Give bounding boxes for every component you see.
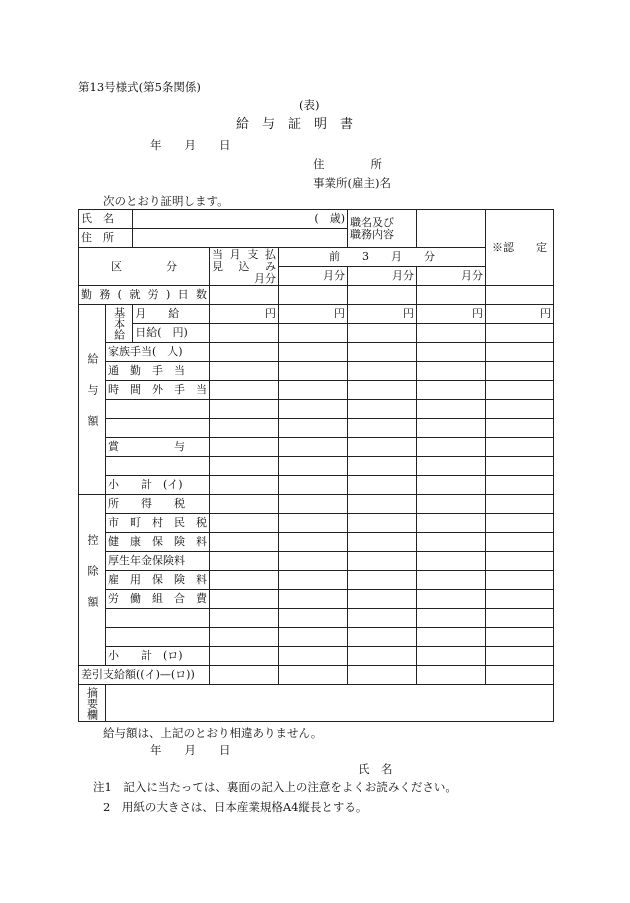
shichoson-label: 市 町 村 民 税 xyxy=(106,514,210,533)
statement: 給与額は、上記のとおり相違ありません。 xyxy=(103,726,323,740)
yen-unit: 円 xyxy=(348,305,417,324)
blank-row[interactable] xyxy=(106,457,210,476)
kojo-group-label: 控除額 xyxy=(79,495,106,666)
jikangai-label: 時 間 外 手 当 xyxy=(106,381,210,400)
kubun-label: 区 分 xyxy=(79,248,210,286)
footer-date: 年 月 日 xyxy=(150,743,231,757)
prev-month-2: 月分 xyxy=(348,267,417,286)
kihonkyu-label: 基本給 xyxy=(106,305,133,343)
salary-certificate-table xyxy=(78,209,554,722)
kyuyo-group-label: 給与額 xyxy=(79,305,106,495)
note-2: 2 用紙の大きさは、日本産業規格A4縦長とする。 xyxy=(103,800,368,814)
job-label: 職名及び 職務内容 xyxy=(348,210,417,248)
address-label: 住 所 xyxy=(313,157,382,171)
prev-month-3: 月分 xyxy=(417,267,486,286)
address-field[interactable] xyxy=(133,229,348,248)
work-days-label: 勤務(就労)日数 xyxy=(79,286,210,305)
shoyo-label: 賞 与 xyxy=(106,438,210,457)
yen-unit: 円 xyxy=(486,305,554,324)
yen-unit: 円 xyxy=(417,305,486,324)
tekiyo-label: 摘要欄 xyxy=(79,685,106,722)
job-field[interactable] xyxy=(417,210,486,248)
prev-month-1: 月分 xyxy=(279,267,348,286)
employer-label: 事業所(雇主)名 xyxy=(313,176,391,190)
koyo-label: 雇 用 保 険 料 xyxy=(106,571,210,590)
name-label: 氏 名 xyxy=(79,210,133,229)
certify-text: 次のとおり証明します。 xyxy=(103,194,229,208)
kosei-label: 厚生年金保険料 xyxy=(106,552,210,571)
front-side-label: (表) xyxy=(299,98,320,112)
document-title: 給 与 証 明 書 xyxy=(236,117,354,132)
sashihiki-label: 差引支給額((イ)—(ロ)) xyxy=(79,666,210,685)
tekiyo-field[interactable] xyxy=(106,685,554,722)
blank-row[interactable] xyxy=(106,628,210,647)
blank-row[interactable] xyxy=(106,400,210,419)
nikkyu-label: 日給( 円) xyxy=(133,324,210,343)
age-field[interactable]: ( 歳) xyxy=(133,210,348,229)
header-date: 年 月 日 xyxy=(150,138,231,152)
blank-row[interactable] xyxy=(106,609,210,628)
kenko-label: 健 康 保 険 料 xyxy=(106,533,210,552)
subtotal-ro-label: 小 計 (ロ) xyxy=(106,647,210,666)
current-month-header: 当月支払 見込み 月分 xyxy=(210,248,279,286)
blank-row[interactable] xyxy=(106,419,210,438)
gekkyu-label: 月 給 xyxy=(133,305,210,324)
signer-name-label: 氏 名 xyxy=(358,762,393,776)
subtotal-i-label: 小 計 (イ) xyxy=(106,476,210,495)
yen-unit: 円 xyxy=(210,305,279,324)
note-1: 注1 記入に当たっては、裏面の記入上の注意をよくお読みください。 xyxy=(93,780,457,794)
nintei-label: ※認 定 xyxy=(486,210,554,286)
address-row-label: 住 所 xyxy=(79,229,133,248)
yen-unit: 円 xyxy=(279,305,348,324)
form-number: 第13号様式(第5条関係) xyxy=(78,80,201,94)
prev-months-header: 前 3 月 分 xyxy=(279,248,486,267)
rodo-label: 労 働 組 合 費 xyxy=(106,590,210,609)
kazoku-label: 家族手当( 人) xyxy=(106,343,210,362)
shotoku-label: 所 得 税 xyxy=(106,495,210,514)
tsukin-label: 通 勤 手 当 xyxy=(106,362,210,381)
